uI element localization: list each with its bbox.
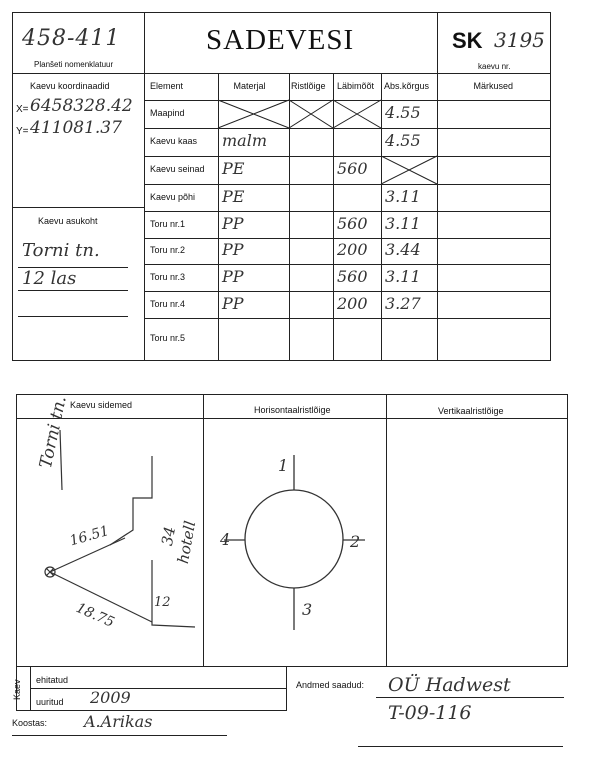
table-row-element: Kaevu kaas [150,136,198,146]
nomenklatuur-label: Planšeti nomenklatuur [34,60,114,69]
table-row-value: 3.27 [385,293,421,313]
sketch-street: Torni tn. [36,394,71,471]
table-row-value: 560 [337,266,368,286]
table-row-element: Toru nr.2 [150,245,186,255]
vertikaal-label: Vertikaalristlõige [438,406,504,416]
table-row-value: 200 [337,240,368,259]
sketch-building-number: 34 [158,525,180,548]
pipe-2-label: 2 [350,532,361,551]
x-label: X= [16,104,29,115]
sketch-dist2: 18.75 [73,600,117,631]
andmed-label: Andmed saadud: [296,680,365,690]
table-row-value: 560 [337,213,368,233]
table-row-value: malm [222,131,267,150]
table-row-value: PE [222,159,245,178]
table-header-cell: Läbimõõt [337,81,375,91]
table-row-value: 3.11 [385,213,421,233]
sk-prefix: SK [452,28,483,53]
table-row-value: PE [222,186,245,206]
table-row-value: 3.11 [385,266,421,286]
table-row-value: 4.55 [385,131,421,150]
x-value: 6458328.42 [30,96,133,116]
y-label: Y= [16,126,29,137]
table-row-element: Kaevu seinad [150,164,205,174]
page-title: SADEVESI [206,24,355,56]
table-row-element: Toru nr.1 [150,218,186,229]
table-row-value: 200 [337,293,368,313]
table-row-value: 3.44 [385,240,421,259]
nomenklatuur-value: 458-411 [22,26,121,51]
building-outline [110,456,152,545]
table-row-value: PP [222,266,244,286]
uuritud-value: 2009 [90,688,131,707]
table-row-value: 3.11 [385,186,421,206]
well-cross-section-circle [245,490,343,588]
horisontaal-label: Horisontaalristlõige [254,405,331,415]
table-row-element: Toru nr.5 [150,333,186,343]
table-row-element: Toru nr.4 [150,298,186,309]
coords-label: Kaevu koordinaadid [30,81,110,91]
ehitatud-label: ehitatud [36,675,69,685]
location-line1: Torni tn. [22,240,100,261]
table-row-value: PP [222,213,244,233]
table-row-element: Maapind [150,108,185,118]
table-row-value: PP [222,293,244,313]
location-line2: 12 las [22,268,77,289]
andmed-line2: T-09-116 [388,702,472,724]
kaevu-nr-label: kaevu nr. [478,62,511,71]
pipe-1-label: 1 [278,456,289,475]
table-header-cell: Ristlõige [291,81,326,91]
table-header-cell: Materjal [233,81,266,91]
table-row-value: PP [222,240,244,259]
sk-value: 3195 [494,28,545,52]
table-row-value: 560 [337,159,368,178]
building-lower-wall [152,560,195,627]
sketch-dist1: 16.51 [68,522,111,550]
table-row-value: 4.55 [385,103,421,122]
y-value: 411081.37 [30,118,122,138]
koostas-value: A.Arikas [84,712,153,731]
location-label: Kaevu asukoht [38,216,98,226]
kaev-label: Kaev [12,679,22,700]
table-header-cell: Abs.kõrgus [384,81,430,91]
sketch-building-name: hotell [174,519,200,566]
pipe-3-label: 3 [302,600,313,619]
pipe-4-label: 4 [220,530,231,549]
table-header-cell: Element [150,81,184,91]
andmed-line1: OÜ Hadwest [388,674,511,696]
sketch-dist3: 12 [154,595,171,610]
table-row-element: Kaevu põhi [150,191,196,202]
sidemed-label: Kaevu sidemed [70,400,133,410]
uuritud-label: uuritud [36,697,64,707]
koostas-label: Koostas: [12,718,48,728]
table-row-element: Toru nr.3 [150,271,186,282]
table-header-cell: Märkused [473,81,514,91]
